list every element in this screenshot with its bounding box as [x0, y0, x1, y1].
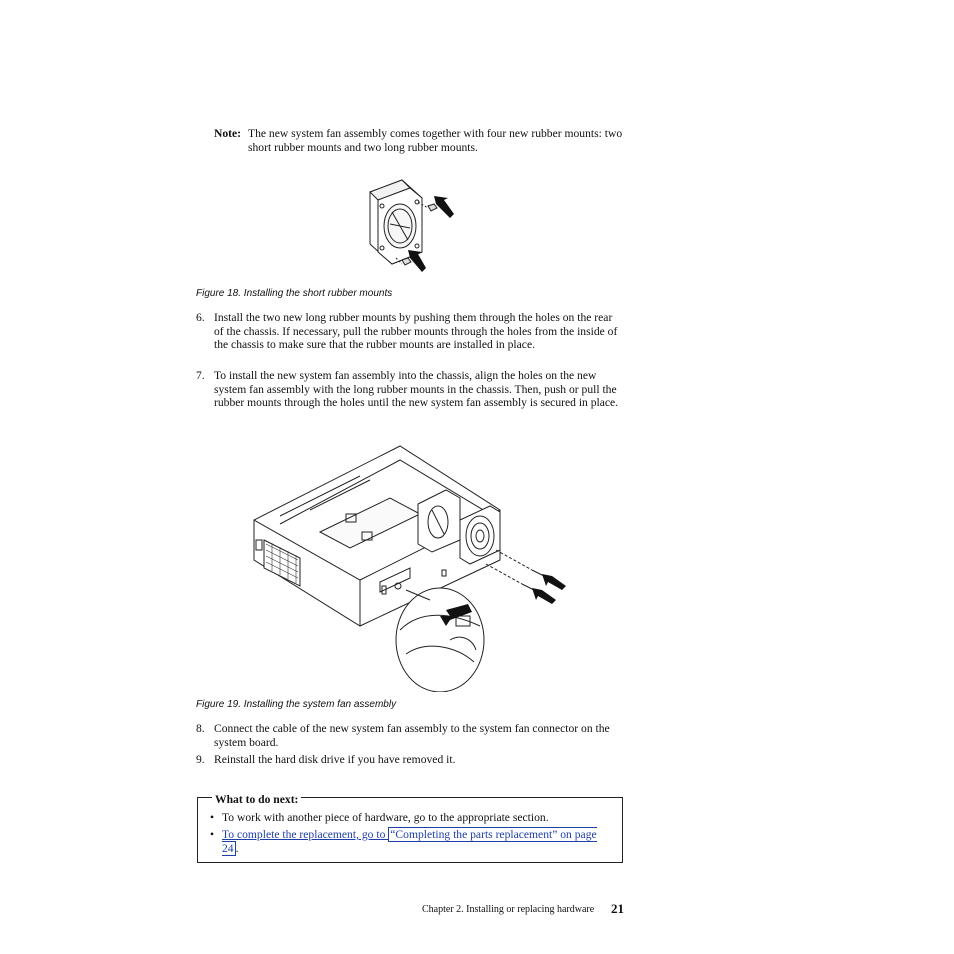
- figure-19-chassis-illustration: [250, 440, 580, 692]
- step-number: 7.: [196, 369, 205, 382]
- figure-18-caption: Figure 18. Installing the short rubber mounts: [196, 288, 393, 299]
- next-item-text: To work with another piece of hardware, go to the appropriate section.: [222, 811, 549, 824]
- figure-18-fan-illustration: [362, 178, 458, 280]
- step-text: Install the two new long rubber mounts by pushing them through the holes on the rear of the chassis. If necessary, pull the rubber mounts through the holes from the inside of the chassis to make sure that the rubber mounts are installed in place.: [214, 311, 618, 352]
- footer-chapter: Chapter 2. Installing or replacing hardware: [422, 904, 595, 915]
- completing-replacement-link[interactable]: “Completing the parts replacement” on page 24: [222, 828, 597, 855]
- note-label: Note:: [214, 127, 242, 140]
- bullet: •: [210, 828, 215, 841]
- step-text: Connect the cable of the new system fan assembly to the system fan connector on the system board.: [214, 722, 610, 749]
- note-text: The new system fan assembly comes together with four new rubber mounts: two short rubber mounts and two long rubber mounts.: [248, 127, 623, 154]
- step-number: 9.: [196, 753, 205, 766]
- next-item-prefix: To complete the replacement, go to: [222, 828, 389, 841]
- next-item-text: [222, 828, 608, 855]
- what-to-do-next-title: What to do next:: [212, 793, 301, 806]
- next-item-suffix: .: [235, 841, 239, 855]
- bullet: •: [210, 811, 215, 824]
- step-text: To install the new system fan assembly into the chassis, align the holes on the new system fan assembly with the long rubber mounts in the chassis. Then, push or pull the rubber mounts through the holes until the new system fan assembly is secured in place.: [214, 369, 619, 410]
- step-number: 8.: [196, 722, 205, 735]
- step-number: 6.: [196, 311, 205, 324]
- page-number: 21: [611, 901, 624, 916]
- figure-19-caption: Figure 19. Installing the system fan assembly: [196, 699, 397, 710]
- step-text: Reinstall the hard disk drive if you have removed it.: [214, 753, 456, 766]
